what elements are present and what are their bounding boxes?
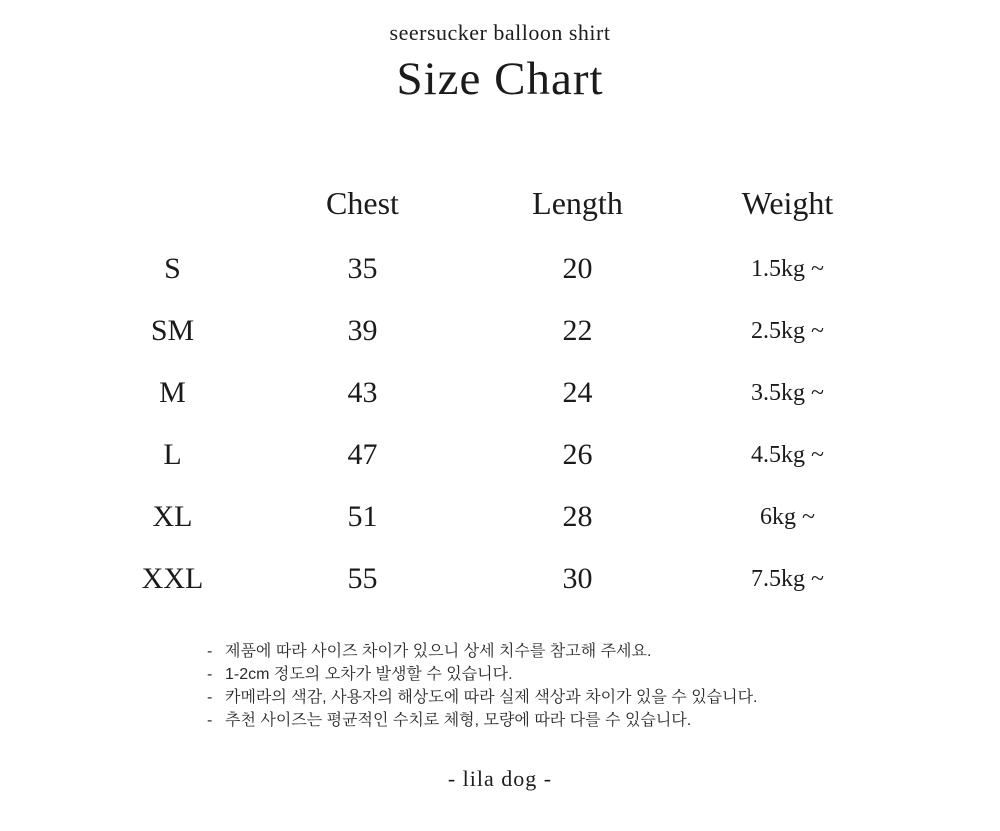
table-row — [100, 548, 900, 610]
column-header-weight: Weight — [741, 184, 834, 221]
note-dash: - — [207, 643, 213, 660]
column-header-chest: Chest — [326, 184, 399, 221]
table-row — [100, 362, 900, 424]
size-label: XXL — [141, 562, 204, 595]
brand-signature: - lila dog - — [447, 766, 553, 791]
table-row — [100, 486, 900, 548]
size-label: L — [163, 438, 182, 471]
notes-block — [207, 640, 1000, 732]
note-line — [207, 663, 1000, 686]
weight-value: 3.5kg ~ — [751, 379, 824, 406]
weight-value: 7.5kg ~ — [751, 565, 824, 592]
length-value: 24 — [562, 376, 593, 409]
note-text: 카메라의 색감, 사용자의 해상도에 따라 실제 색상과 차이가 있을 수 있습니다. — [225, 689, 758, 706]
note-line — [207, 686, 1000, 709]
size-label: M — [159, 376, 186, 409]
note-dash: - — [207, 712, 213, 729]
note-text: 1-2cm 정도의 오차가 발생할 수 있습니다. — [225, 666, 513, 683]
table-row — [100, 300, 900, 362]
weight-value: 1.5kg ~ — [751, 255, 824, 282]
length-value: 22 — [562, 314, 593, 347]
chest-value: 55 — [347, 562, 378, 595]
weight-value: 4.5kg ~ — [751, 441, 824, 468]
size-label: S — [164, 252, 181, 285]
chest-value: 35 — [347, 252, 378, 285]
column-header-length: Length — [532, 184, 623, 221]
size-label: XL — [152, 500, 193, 533]
note-text: 추천 사이즈는 평균적인 수치로 체형, 모량에 따라 다를 수 있습니다. — [225, 712, 692, 729]
weight-value: 6kg ~ — [760, 503, 815, 530]
corner-cell — [100, 168, 245, 238]
note-line — [207, 640, 1000, 663]
weight-value: 2.5kg ~ — [751, 317, 824, 344]
note-line — [207, 709, 1000, 732]
chest-value: 39 — [347, 314, 378, 347]
product-name: seersucker balloon shirt — [389, 20, 611, 45]
table-header-row — [100, 168, 900, 238]
length-value: 28 — [562, 500, 593, 533]
length-value: 30 — [562, 562, 593, 595]
size-chart-table — [100, 168, 900, 610]
page-title: Size Chart — [396, 53, 604, 105]
size-label: SM — [150, 314, 195, 347]
note-text: 제품에 따라 사이즈 차이가 있으니 상세 치수를 참고해 주세요. — [225, 643, 652, 660]
length-value: 20 — [562, 252, 593, 285]
chest-value: 51 — [347, 500, 378, 533]
note-dash: - — [207, 689, 213, 706]
chest-value: 43 — [347, 376, 378, 409]
note-dash: - — [207, 666, 213, 683]
length-value: 26 — [562, 438, 593, 471]
table-row — [100, 238, 900, 300]
table-row — [100, 424, 900, 486]
chest-value: 47 — [347, 438, 378, 471]
